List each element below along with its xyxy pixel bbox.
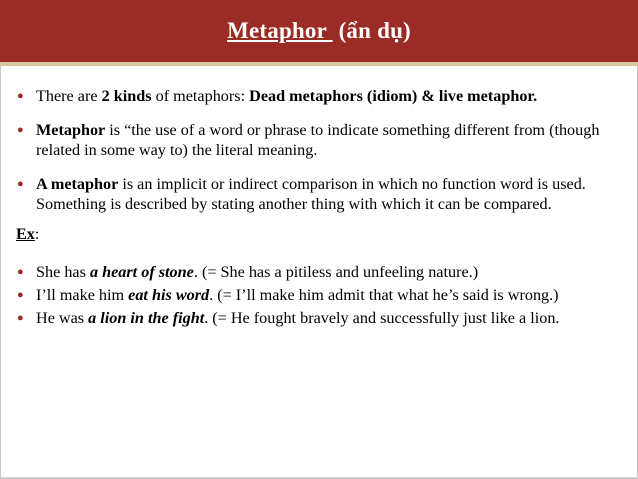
text-run: She has: [36, 263, 90, 281]
bullet-item-definition: [16, 120, 620, 160]
bold-run: 2 kinds: [101, 87, 152, 105]
bullet-icon: ●: [17, 178, 24, 190]
emphasis-run: a heart of stone: [89, 263, 194, 281]
text-run: He was: [36, 309, 89, 327]
text-run: I’ll make him: [36, 286, 129, 304]
bottom-rule: [0, 477, 638, 478]
text-run: . (= He fought bravely and successfully just like a lion.: [204, 309, 560, 327]
slide-content: [16, 86, 620, 328]
slide-title: [227, 18, 411, 44]
bullet-item-kinds: [16, 86, 620, 106]
bold-run: Dead metaphors (idiom) & live metaphor.: [249, 87, 538, 105]
example-text: [36, 286, 559, 304]
bullet-text: [36, 175, 586, 213]
bullet-icon: ●: [17, 312, 24, 324]
bullet-icon: ●: [17, 266, 24, 278]
bullet-icon: ●: [17, 90, 24, 102]
bullet-text: [36, 121, 599, 159]
bullet-icon: ●: [17, 124, 24, 136]
bullet-text: [36, 87, 537, 105]
emphasis-run: a lion in the fight: [88, 309, 205, 327]
example-heading: [16, 224, 620, 244]
text-run: . (= She has a pitiless and unfeeling nature.): [193, 263, 479, 281]
example-label: Ex: [16, 225, 35, 243]
example-item-word: [16, 285, 620, 305]
text-run: of metaphors:: [151, 87, 250, 105]
example-text: [36, 263, 478, 281]
text-run: . (= I’ll make him admit that what he’s said is wrong.): [209, 286, 559, 304]
text-run: is “the use of a word or phrase to indicate something different from (though related in some way to) the literal meaning.: [36, 121, 600, 159]
emphasis-run: eat his word: [128, 286, 210, 304]
example-text: [36, 309, 559, 327]
example-item-lion: [16, 308, 620, 328]
text-run: There are: [36, 87, 102, 105]
title-subtitle: (ẩn dụ): [338, 18, 411, 43]
bullet-icon: ●: [17, 289, 24, 301]
bold-run: Metaphor: [36, 121, 106, 139]
example-item-heart: [16, 262, 620, 282]
title-bar: [0, 0, 638, 66]
title-main: Metaphor: [227, 18, 333, 43]
text-run: is an implicit or indirect comparison in which no function word is used. Something is described by stating another thing with which it can be compared.: [36, 175, 586, 213]
example-colon: :: [34, 225, 40, 243]
bullet-item-comparison: [16, 174, 620, 214]
bold-run: A metaphor: [36, 175, 119, 193]
